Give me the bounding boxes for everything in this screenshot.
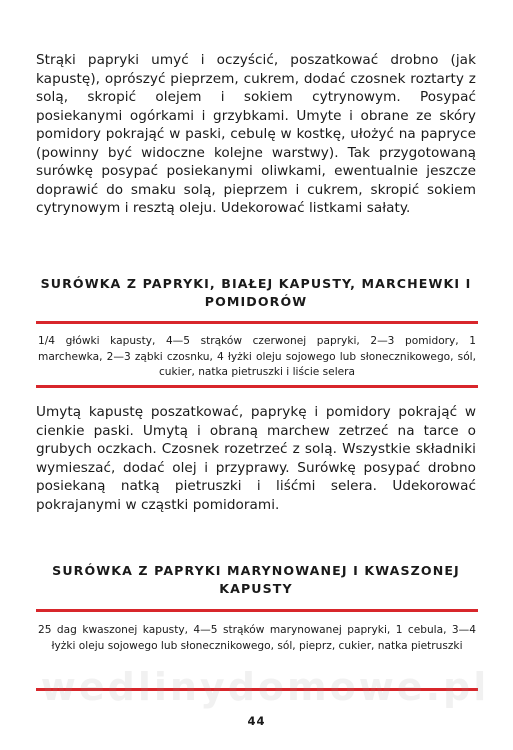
ingredients-list-cabbage-pepper-salad: 1/4 główki kapusty, 4—5 strąków czerwonej papryki, 2—3 pomidory, 1 marchewka, 2—3 ząbki czosnku, 4 łyżki oleju sojowego lub słonecznikowego, sól, cukier, natka pietruszki i liście selera bbox=[38, 335, 476, 378]
watermark: wedlinydomowe.pl bbox=[40, 665, 490, 709]
ingredients-list-marinated-pepper-salad: 25 dag kwaszonej kapusty, 4—5 strąków marynowanej papryki, 1 cebula, 3—4 łyżki oleju sojowego lub słonecznikowego, sól, pieprz, cukier, natka pietruszki bbox=[38, 624, 476, 652]
red-divider bbox=[36, 385, 478, 388]
red-divider bbox=[36, 688, 478, 691]
red-divider bbox=[36, 321, 478, 324]
page-number: 44 bbox=[247, 714, 266, 728]
preparation-paragraph-cabbage-pepper-salad: Umytą kapustę poszatkować, paprykę i pomidory pokrająć w cienkie paski. Umytą i obraną marchew zetrzeć na tarce o grubych oczkach. Czosnek rozetrzeć z solą. Wszystkie składniki wymieszać, dodać olej i przyprawy. Surówkę posypać drobno posiekaną natką pietruszki i liśćmi selera. Udekorować pokrajanymi w cząstki pomidorami. bbox=[36, 404, 476, 513]
red-divider bbox=[36, 609, 478, 612]
preparation-paragraph-previous-recipe: Strąki papryki umyć i oczyścić, poszatkować drobno (jak kapustę), oprószyć pieprzem, cukrem, dodać czosnek roztarty z solą, skropić olejem i sokiem cytrynowym. Posypać posiekanymi ogórkami i grzybkami. Umyte i obrane ze skóry pomidory pokrająć w paski, cebulę w kostkę, ułożyć na papryce (powinny być widoczne kolejne warstwy). Tak przygotowaną surówkę posypać posiekanymi oliwkami, ewentualnie jeszcze doprawić do smaku solą, pieprzem i cukrem, skropić sokiem cytrynowym i resztą oleju. Udekorować listkami sałaty. bbox=[36, 52, 476, 216]
recipe-title-marinated-pepper-salad: SURÓWKA Z PAPRYKI MARYNOWANEJ I KWASZONEJ KAPUSTY bbox=[52, 563, 460, 596]
recipe-title-cabbage-pepper-salad: SURÓWKA Z PAPRYKI, BIAŁEJ KAPUSTY, MARCHEWKI I POMIDORÓW bbox=[40, 276, 472, 309]
